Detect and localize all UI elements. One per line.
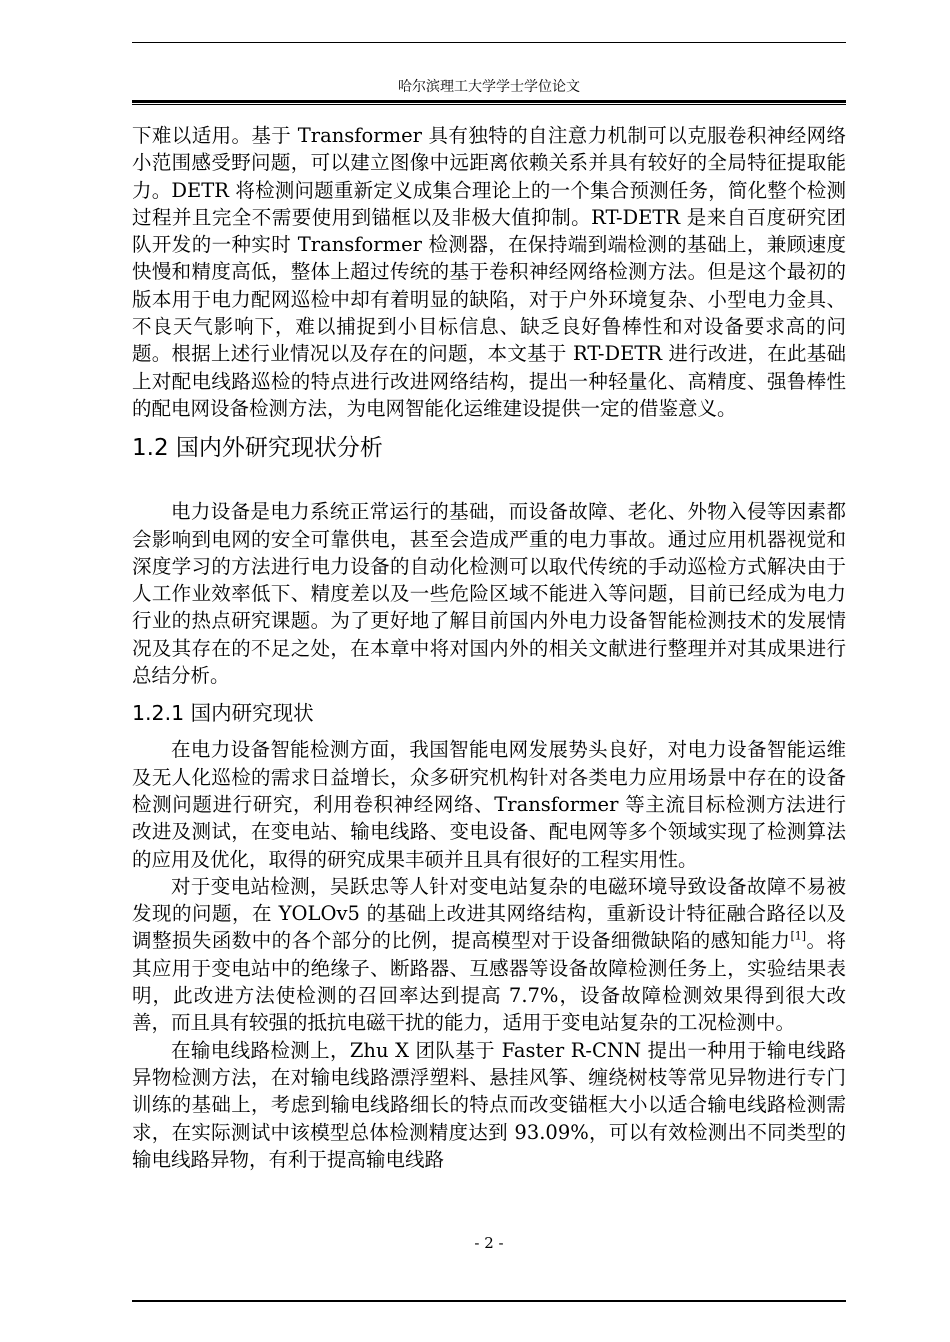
paragraph-substation-detection <box>132 873 846 1037</box>
header-bottom-thin-rule <box>132 104 846 105</box>
header-bottom-rule <box>132 100 846 103</box>
running-header: 哈尔滨理工大学学士学位论文 <box>398 79 580 95</box>
footer-rule <box>132 1300 846 1302</box>
paragraph-continued: 下难以适用。基于 Transformer 具有独特的自注意力机制可以克服卷积神经网络小范围感受野问题，可以建立图像中远距离依赖关系并具有较好的全局特征提取能力。DETR 将检测问题重新定义成集合理论上的一个集合预测任务，简化整个检测过程并且完全不需要使用到锚框以及非极大值抑制。RT-DETR 是来自百度研究团队开发的一种实时 Transformer 检测器，在保持端到端检测的基础上，兼顾速度快慢和精度高低，整体上超过传统的基于卷积神经网络检测方法。但是这个最初的版本用于电力配网巡检中却有着明显的缺陷，对于户外环境复杂、小型电力金具、不良天气影响下，难以捕捉到小目标信息、缺乏良好鲁棒性和对设备要求高的问题。根据上述行业情况以及存在的问题，本文基于 RT-DETR 进行改进，在此基础上对配电线路巡检的特点进行改进网络结构，提出一种轻量化、高精度、强鲁棒性的配电网设备检测方法，为电网智能化运维建设提供一定的借鉴意义。 <box>132 124 846 420</box>
citation-ref-1[interactable]: [1] <box>790 929 807 943</box>
header-top-rule <box>132 42 846 43</box>
paragraph-domestic-research: 在电力设备智能检测方面，我国智能电网发展势头良好，对电力设备智能运维及无人化巡检的需求日益增长，众多研究机构针对各类电力应用场景中存在的设备检测问题进行研究，利用卷积神经网络、Transformer 等主流目标检测方法进行改进及测试，在变电站、输电线路、变电设备、配电网等多个领域实现了检测算法的应用及优化，取得的研究成果丰硕并且具有很好的工程实用性。 <box>132 738 846 871</box>
section-heading-1-2: 1.2 国内外研究现状分析 <box>132 435 383 462</box>
paragraph-power-equipment: 电力设备是电力系统正常运行的基础，而设备故障、老化、外物入侵等因素都会影响到电网的安全可靠供电，甚至会造成严重的电力事故。通过应用机器视觉和深度学习的方法进行电力设备的自动化检测可以取代传统的手动巡检方式解决由于人工作业效率低下、精度差以及一些危险区域不能进入等问题，目前已经成为电力行业的热点研究课题。为了更好地了解目前国内外电力设备智能检测技术的发展情况及其存在的不足之处，在本章中将对国内外的相关文献进行整理并对其成果进行总结分析。 <box>132 500 846 688</box>
substation-text-part1: 对于变电站检测，吴跃忠等人针对变电站复杂的电磁环境导致设备故障不易被发现的问题，在 YOLOv5 的基础上改进其网络结构，重新设计特征融合路径以及调整损失函数中的各个部分的比例，提高模型对于设备细微缺陷的感知能力 <box>132 874 846 953</box>
paragraph-transmission-line-detection: 在输电线路检测上，Zhu X 团队基于 Faster R-CNN 提出一种用于输电线路异物检测方法，在对输电线路漂浮塑料、悬挂风筝、缠绕树枝等常见异物进行专门训练的基础上，考虑到输电线路细长的特点而改变锚框大小以适合输电线路检测需求，在实际测试中该模型总体检测精度达到 93.09%，可以有效检测出不同类型的输电线路异物，有利于提高输电线路 <box>132 1038 846 1171</box>
subsection-heading-1-2-1: 1.2.1 国内研究现状 <box>132 701 314 726</box>
page-number: - 2 - <box>474 1234 504 1252</box>
page-body <box>132 122 846 1173</box>
substation-text-part2: 。将其应用于变电站中的绝缘子、断路器、互感器等设备故障检测任务上，实验结果表明，此改进方法使检测的召回率达到提高 7.7%，设备故障检测效果得到很大改善，而且具有较强的抵抗电磁干扰的能力，适用于变电站复杂的工况检测中。 <box>132 929 846 1035</box>
